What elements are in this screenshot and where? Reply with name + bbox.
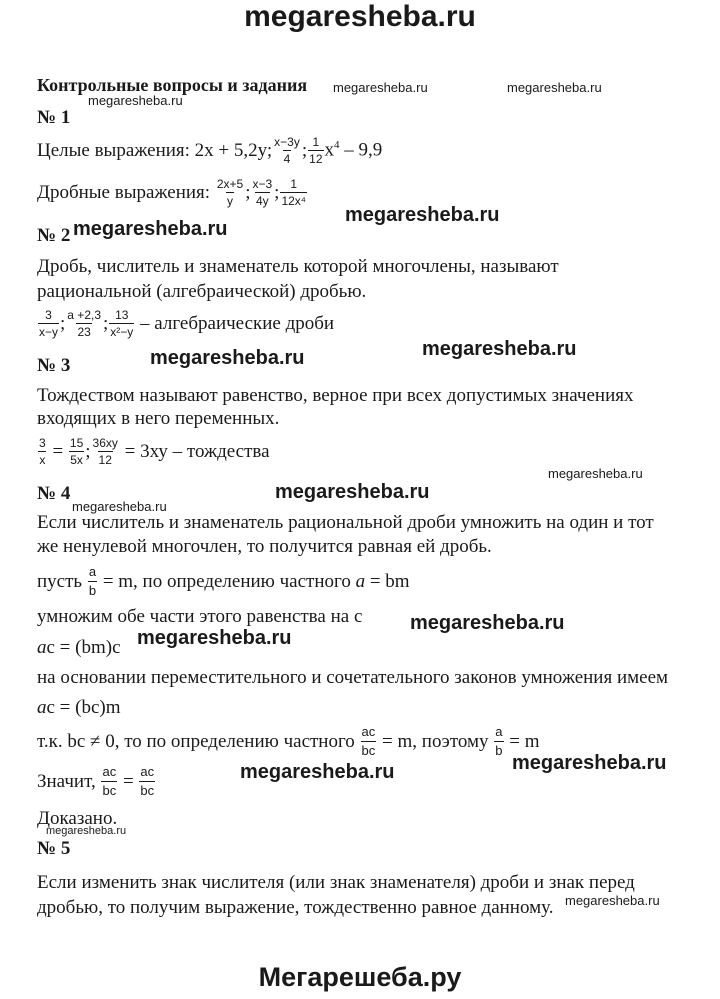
fraction: $\frac{ac}{bc}$	[102, 764, 117, 798]
fraction: $\frac{36ху}{12}$	[92, 436, 118, 467]
definition-text: Если числитель и знаменатель рациональной дроби умножить на один и тот	[37, 512, 654, 533]
equals-sign: =	[122, 770, 134, 792]
watermark: megaresheba.ru	[410, 612, 565, 634]
fraction: $\frac{а +2,3}{23}$	[67, 308, 101, 339]
watermark: megaresheba.ru	[73, 218, 228, 240]
proof-line: умножим обе части этого равенства на с	[37, 606, 363, 627]
proof-conclusion: Доказано.	[37, 808, 118, 829]
watermark: megaresheba.ru	[275, 481, 430, 503]
separator: ;	[60, 312, 66, 334]
proof-text: c = (bc)m	[46, 697, 121, 718]
fraction: $\frac{1}{\text{12х⁴}}$	[281, 177, 306, 208]
definition-text: дробью, то получим выражение, тождественно равное данному.	[37, 897, 554, 918]
separator: ;	[103, 312, 109, 334]
watermark: megaresheba.ru	[565, 893, 660, 908]
fraction: $\frac{ac}{bc}$	[361, 724, 376, 758]
watermark: megaresheba.ru	[512, 752, 667, 774]
watermark: megaresheba.ru	[333, 80, 428, 95]
fraction: $\frac{13}{\text{х²−у}}$	[110, 308, 134, 339]
definition-text: Дробь, числитель и знаменатель которой многочлены, называют	[37, 256, 559, 277]
watermark: megaresheba.ru	[46, 825, 127, 837]
proof-text: = bm	[369, 570, 410, 592]
proof-text: = m, по определению частного	[102, 570, 351, 592]
watermark: megaresheba.ru	[240, 761, 395, 783]
integer-label: Целые выражения: 2х + 5,2у;	[37, 139, 273, 161]
fractional-expressions-line	[37, 177, 308, 208]
proof-line: на основании переместительного и сочетательного законов умножения имеем	[37, 667, 669, 688]
examples-line	[37, 308, 334, 339]
watermark: megaresheba.ru	[345, 204, 500, 226]
proof-text: Значит,	[37, 770, 96, 792]
task-number: № 5	[37, 838, 71, 859]
identity-caption: = 3ху – тождества	[124, 440, 270, 462]
proof-line	[37, 724, 540, 759]
fraction: $\frac{х-3}{4у}$	[252, 177, 273, 208]
definition-text: Если изменить знак числителя (или знак знаменателя) дроби и знак перед	[37, 872, 635, 893]
watermark: megaresheba.ru	[150, 347, 305, 369]
proof-line	[37, 697, 121, 719]
task-number: № 2	[37, 225, 71, 246]
watermark: megaresheba.ru	[507, 80, 602, 95]
equals-sign: =	[52, 440, 64, 462]
task-number: № 1	[37, 107, 71, 128]
fraction: $\frac{3}{х}$	[39, 436, 46, 467]
proof-text: т.к. bc ≠ 0, то по определению частного	[37, 730, 355, 752]
integer-expressions-line	[37, 135, 382, 166]
watermark: megaresheba.ru	[548, 466, 643, 481]
fraction: $\frac{a}{b}$	[88, 564, 97, 598]
definition-text: входящих в него переменных.	[37, 408, 280, 429]
fraction: $\frac{х-3у}{4}$	[274, 135, 300, 166]
task-number: № 3	[37, 355, 71, 376]
expression-tail: $х^4 - 9,9$	[324, 139, 383, 161]
proof-text: пусть	[37, 570, 83, 592]
fraction: $\frac{a}{b}$	[495, 724, 503, 758]
fraction: $\frac{3}{х-у}$	[39, 308, 59, 339]
separator: ;	[301, 139, 308, 161]
fraction: $\frac{ac}{bc}$	[140, 764, 155, 798]
fraction: $\frac{15}{5х}$	[69, 436, 84, 467]
separator: ;	[85, 440, 91, 462]
proof-line	[37, 764, 156, 799]
examples-caption: – алгебраические дроби	[140, 312, 335, 334]
section-title: Контрольные вопросы и задания	[37, 75, 308, 95]
site-header: megaresheba.ru	[244, 0, 476, 33]
task-number: № 4	[37, 483, 71, 504]
proof-text: c = (bm)c	[46, 637, 121, 658]
variable-a: a	[37, 697, 47, 718]
proof-text: = m	[509, 730, 540, 752]
fractional-label: Дробные выражения:	[37, 181, 211, 203]
fraction: $\frac{2х+5}{у}$	[216, 177, 244, 208]
definition-text: рациональной (алгебраической) дробью.	[37, 281, 367, 302]
watermark: megaresheba.ru	[422, 338, 577, 360]
separator: ;	[245, 181, 251, 203]
proof-line	[37, 637, 121, 659]
watermark: megaresheba.ru	[72, 499, 167, 514]
variable-a: a	[37, 637, 47, 658]
proof-text: = m, поэтому	[382, 730, 489, 752]
fraction: $\frac{1}{12}$	[309, 135, 323, 166]
watermark: megaresheba.ru	[137, 627, 292, 649]
identity-line	[37, 436, 270, 467]
separator: ;	[274, 181, 280, 203]
variable-a: a	[355, 570, 366, 592]
site-footer: Мегарешеба.ру	[258, 962, 462, 992]
definition-text: же ненулевой многочлен, то получится равная ей дробь.	[37, 536, 492, 557]
definition-text: Тождеством называют равенство, верное при всех допустимых значениях	[37, 385, 634, 406]
watermark: megaresheba.ru	[88, 93, 183, 108]
proof-line	[37, 564, 410, 599]
